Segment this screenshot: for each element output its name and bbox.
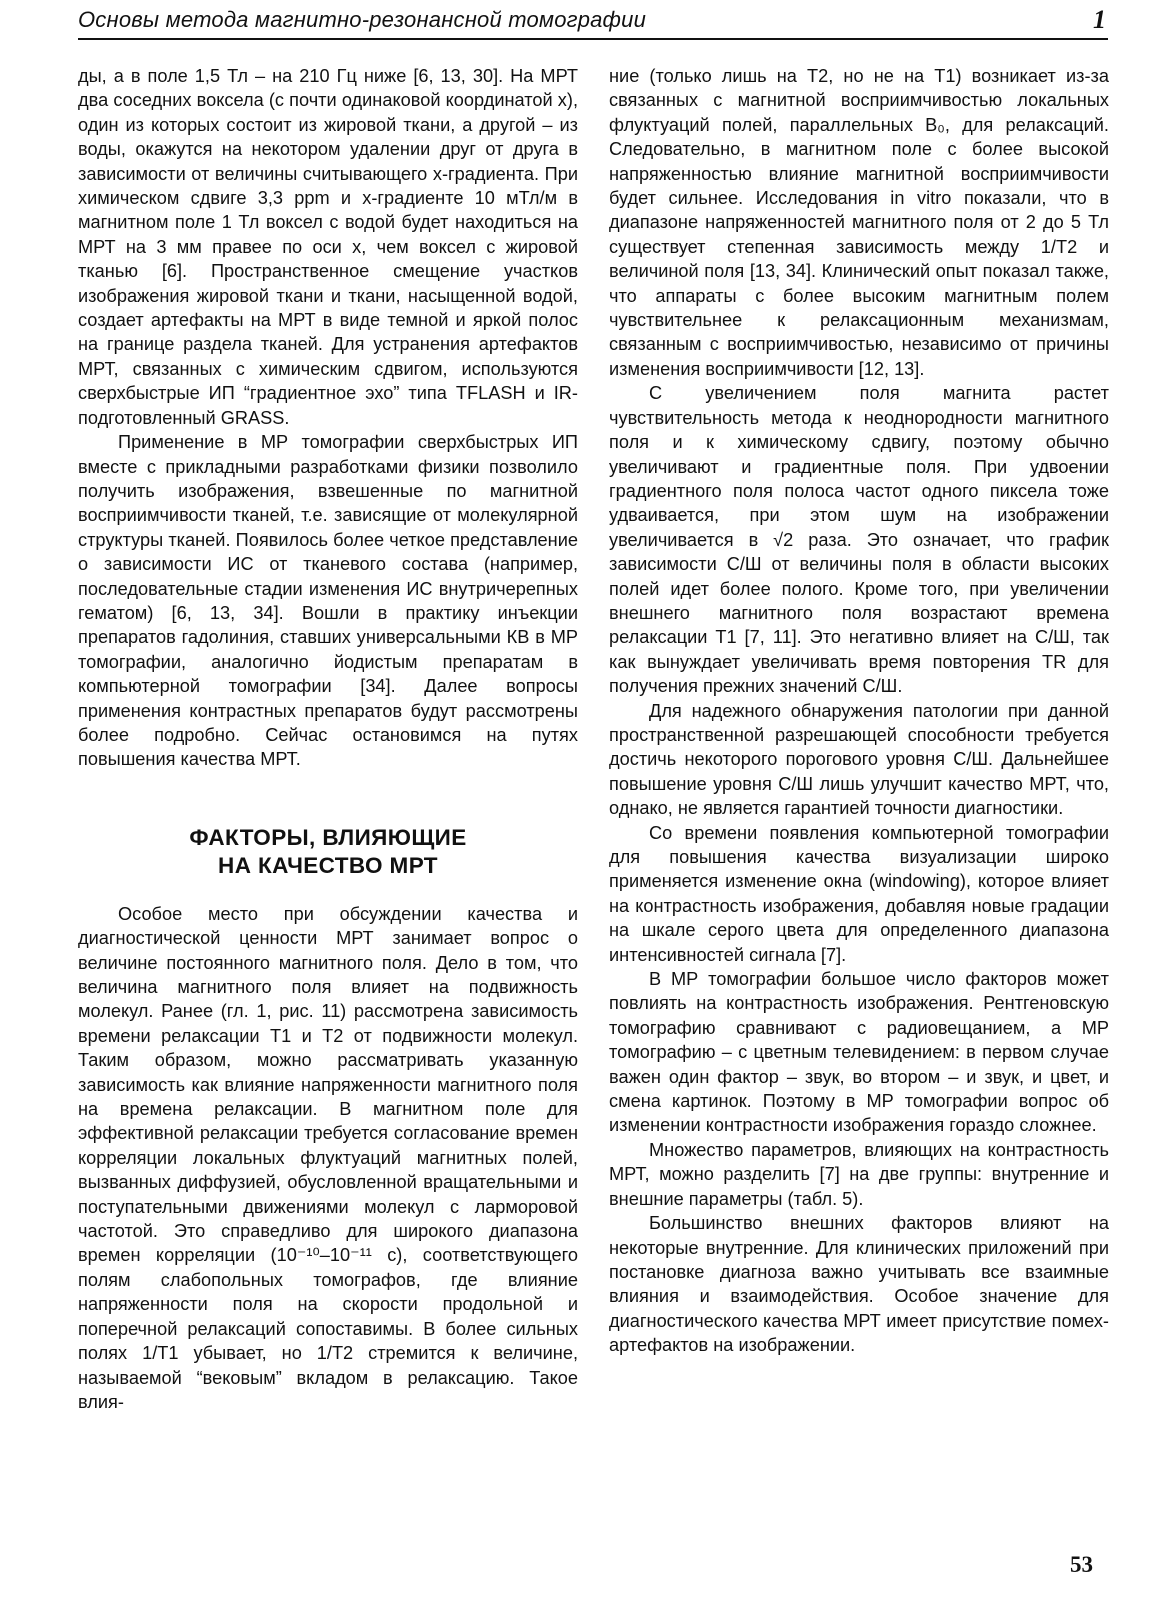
paragraph: Множество параметров, влияющих на контрастность МРТ, можно разделить [7] на две группы: внутренние и внешние параметры (табл. 5). xyxy=(609,1139,1109,1209)
paragraph: Со времени появления компьютерной томографии для повышения качества визуализации широко применяется изменение окна (windowing), которое влияет на контрастность изображения, добавляя новые градации на шкале серого цвета для определенного диапазона интенсивностей сигнала [7]. xyxy=(609,822,1109,965)
paragraph: Большинство внешних факторов влияют на некоторые внутренние. Для клинических приложений при постановке диагноза важно учитывать все взаимные влияния и взаимодействия. Особое значение для диагностического качества МРТ имеет присутствие помех-артефактов на изображении. xyxy=(609,1213,1109,1356)
paragraph: ды, а в поле 1,5 Тл – на 210 Гц ниже [6, 13, 30]. На МРТ два соседних воксела (с почти одинаковой координатой x), один из которых состоит из жировой ткани, а другой – из воды, окажутся на некотором удалении друг от друга в зависимости от величины считывающего x-градиента. При химическом сдвиге 3,3 ppm и x-градиенте 10 мТл/м в магнитном поле 1 Тл воксел с водой будет находиться на МРТ на 3 мм правее по оси x, чем воксел с жировой тканью [6]. Пространственное смещение участков изображения жировой ткани и ткани, насыщенной водой, создает артефакты на МРТ в виде темной и яркой полос на границе раздела тканей. Для устранения артефактов МРТ, связанных с химическим сдвигом, используются сверхбыстрые ИП “градиентное эхо” типа TFLASH и IR-подготовленный GRASS. xyxy=(78,66,578,428)
paragraph: Особое место при обсуждении качества и диагностической ценности МРТ занимает вопрос о величине постоянного магнитного поля. Дело в том, что величина магнитного поля влияет на подвижность молекул. Ранее (гл. 1, рис. 11) рассмотрена зависимость времени релаксации Т1 и Т2 от подвижности молекул. Таким образом, можно рассматривать указанную зависимость как влияние напряженности магнитного поля на времена релаксации. В магнитном поле для эффективной релаксации требуется согласование времен корреляции локальных флуктуаций магнитных полей, вызванных диффузией, обусловленной вращательными и поступательными движениями молекул с ларморовой частотой. Это справедливо для широкого диапазона времен корреляции (10⁻¹⁰–10⁻¹¹ с), соответствующего полям слабопольных томографов, где влияние напряженности поля на скорости продольной и поперечной релаксаций сопоставимы. В более сильных полях 1/Т1 убывает, но 1/Т2 стремится к величине, называемой “вековым” вкладом в релаксацию. Такое влия- xyxy=(78,903,578,1412)
left-column xyxy=(78,64,578,1414)
running-header xyxy=(78,4,1108,40)
section-heading-line: НА КАЧЕСТВО МРТ xyxy=(218,852,438,878)
chapter-number: 1 xyxy=(1093,5,1106,34)
right-column xyxy=(609,64,1109,1358)
paragraph: Применение в МР томографии сверхбыстрых ИП вместе с прикладными разработками физики позволило получить изображения, взвешенные по магнитной восприимчивости тканей, т.е. зависящие от молекулярной структуры тканей. Появилось более четкое представление о зависимости ИС от тканевого состава (например, последовательные стадии изменения ИС внутричерепных гематом) [6, 13, 34]. Вошли в практику инъекции препаратов гадолиния, ставших универсальными КВ в МР томографии, аналогично йодистым препаратам в компьютерной томографии [34]. Далее вопросы применения контрастных препаратов будут рассмотрены более подробно. Сейчас остановимся на путях повышения качества МРТ. xyxy=(78,432,578,770)
paragraph: Для надежного обнаружения патологии при данной пространственной разрешающей способности требуется достичь некоторого порогового уровня С/Ш. Дальнейшее повышение уровня С/Ш лишь улучшит качество МРТ, что, однако, не является гарантией точности диагностики. xyxy=(609,700,1109,819)
page-number: 53 xyxy=(1070,1552,1093,1577)
paragraph: С увеличением поля магнита растет чувствительность метода к неоднородности магнитного поля и к химическому сдвигу, поэтому обычно увеличивают и градиентные поля. При удвоении градиентного поля полоса частот одного пиксела тоже удваивается, при этом шум на изображении увеличивается в √2 раза. Это означает, что график зависимости С/Ш от величины поля в области высоких полей идет более полого. Кроме того, при увеличении внешнего магнитного поля возрастают времена релаксации Т1 [7, 11]. Это негативно влияет на С/Ш, так как вынуждает увеличивать время повторения TR для получения прежних значений С/Ш. xyxy=(609,383,1109,697)
running-title: Основы метода магнитно-резонансной томографии xyxy=(78,7,647,32)
section-heading-line: ФАКТОРЫ, ВЛИЯЮЩИЕ xyxy=(189,824,467,850)
section-heading xyxy=(78,824,578,880)
paragraph: ние (только лишь на Т2, но не на Т1) возникает из-за связанных с магнитной восприимчивостью локальных флуктуаций полей, параллельных B₀, для релаксаций. Следовательно, в магнитном поле с более высокой напряженностью влияние магнитной восприимчивости будет сильнее. Исследования in vitro показали, что в диапазоне напряженностей магнитного поля от 2 до 5 Тл существует степенная зависимость между 1/Т2 и величиной поля [13, 34]. Клинический опыт показал также, что аппараты с более высоким магнитным полем чувствительнее к релаксационным механизмам, связанным с восприимчивостью, независимо от причины изменения восприимчивости [12, 13]. xyxy=(609,66,1109,379)
paragraph: В МР томографии большое число факторов может повлиять на контрастность изображения. Рентгеновскую томографию сравнивают с радиовещанием, а МР томографию – с цветным телевидением: в первом случае важен один фактор – звук, во втором – и звук, и цвет, и смена картинок. Поэтому в МР томографии вопрос об изменении контрастности изображения гораздо сложнее. xyxy=(609,969,1109,1136)
